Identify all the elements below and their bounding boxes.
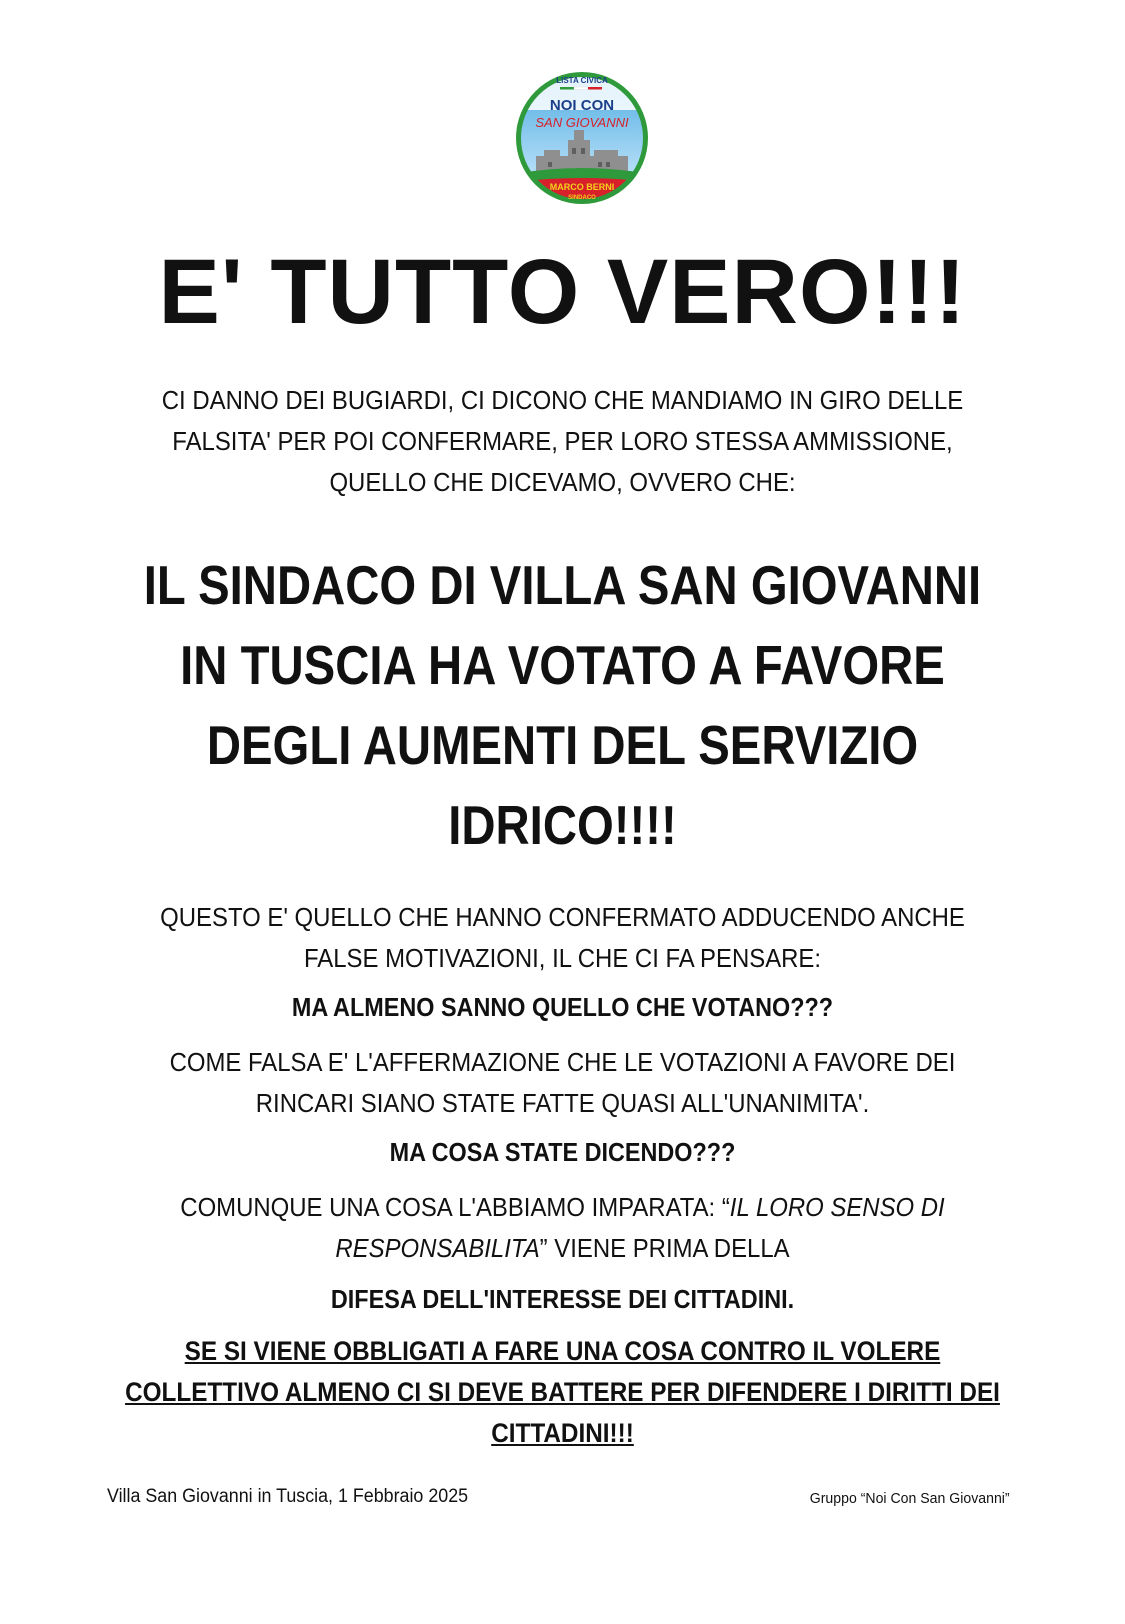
- closing-line: CITTADINI!!!: [491, 1418, 634, 1448]
- paragraph-line: FALSE MOTIVAZIONI, IL CHE CI FA PENSARE:: [303, 943, 822, 973]
- closing-line: COLLETTIVO ALMENO CI SI DEVE BATTERE PER DIFENDERE I DIRITTI DEI: [125, 1377, 1000, 1407]
- logo-bottom-line1: MARCO BERNI: [549, 182, 615, 192]
- intro-line: FALSITA' PER POI CONFERMARE, PER LORO STESSA AMMISSIONE,: [172, 426, 953, 456]
- italic-text: IL LORO SENSO DI: [729, 1192, 945, 1222]
- question-2: MA COSA STATE DICENDO???: [389, 1137, 736, 1167]
- logo-top-text: LISTA CIVICA: [556, 76, 608, 85]
- closing-line: SE SI VIENE OBBLIGATI A FARE UNA COSA CONTRO IL VOLERE: [184, 1336, 941, 1366]
- confirmation-paragraph: [45, 897, 1080, 979]
- place-date: Villa San Giovanni in Tuscia, 1 Febbraio 2025: [107, 1486, 469, 1507]
- intro-paragraph: [45, 380, 1080, 503]
- intro-line: CI DANNO DEI BUGIARDI, CI DICONO CHE MANDIAMO IN GIRO DELLE: [161, 385, 964, 415]
- question-1: MA ALMENO SANNO QUELLO CHE VOTANO???: [291, 992, 834, 1022]
- party-logo: [514, 70, 650, 206]
- logo-line1: NOI CON: [549, 97, 615, 114]
- plain-text: ” VIENE PRIMA DELLA: [539, 1233, 790, 1263]
- intro-line: QUELLO CHE DICEVAMO, OVVERO CHE:: [329, 467, 796, 497]
- plain-text: COMUNQUE UNA COSA L'ABBIAMO IMPARATA: “: [180, 1192, 730, 1222]
- italic-text: RESPONSABILITA: [335, 1233, 540, 1263]
- headline-line: DEGLI AUMENTI DEL SERVIZIO: [206, 714, 919, 776]
- unanimity-paragraph: [45, 1042, 1080, 1124]
- paragraph-line: QUESTO E' QUELLO CHE HANNO CONFERMATO ADDUCENDO ANCHE: [160, 902, 965, 932]
- paragraph-line: RINCARI SIANO STATE FATTE QUASI ALL'UNANIMITA'.: [255, 1088, 870, 1118]
- signature: Gruppo “Noi Con San Giovanni”: [810, 1490, 1010, 1507]
- headline-line: IN TUSCIA HA VOTATO A FAVORE: [180, 634, 945, 696]
- page-title: E' TUTTO VERO!!!: [158, 241, 967, 343]
- statement: DIFESA DELL'INTERESSE DEI CITTADINI.: [330, 1284, 795, 1314]
- responsibility-paragraph: [45, 1187, 1080, 1269]
- logo-bottom-line2: SINDACO: [568, 195, 596, 201]
- headline-line: IL SINDACO DI VILLA SAN GIOVANNI: [143, 554, 982, 616]
- paragraph-line-1: [45, 1187, 1080, 1228]
- logo-line2: SAN GIOVANNI: [535, 115, 629, 130]
- closing-statement: [56, 1331, 1069, 1454]
- paragraph-line: COME FALSA E' L'AFFERMAZIONE CHE LE VOTAZIONI A FAVORE DEI: [169, 1047, 956, 1077]
- headline-line: IDRICO!!!!: [448, 794, 677, 856]
- headline: [79, 545, 1047, 865]
- paragraph-line-2: [45, 1228, 1080, 1269]
